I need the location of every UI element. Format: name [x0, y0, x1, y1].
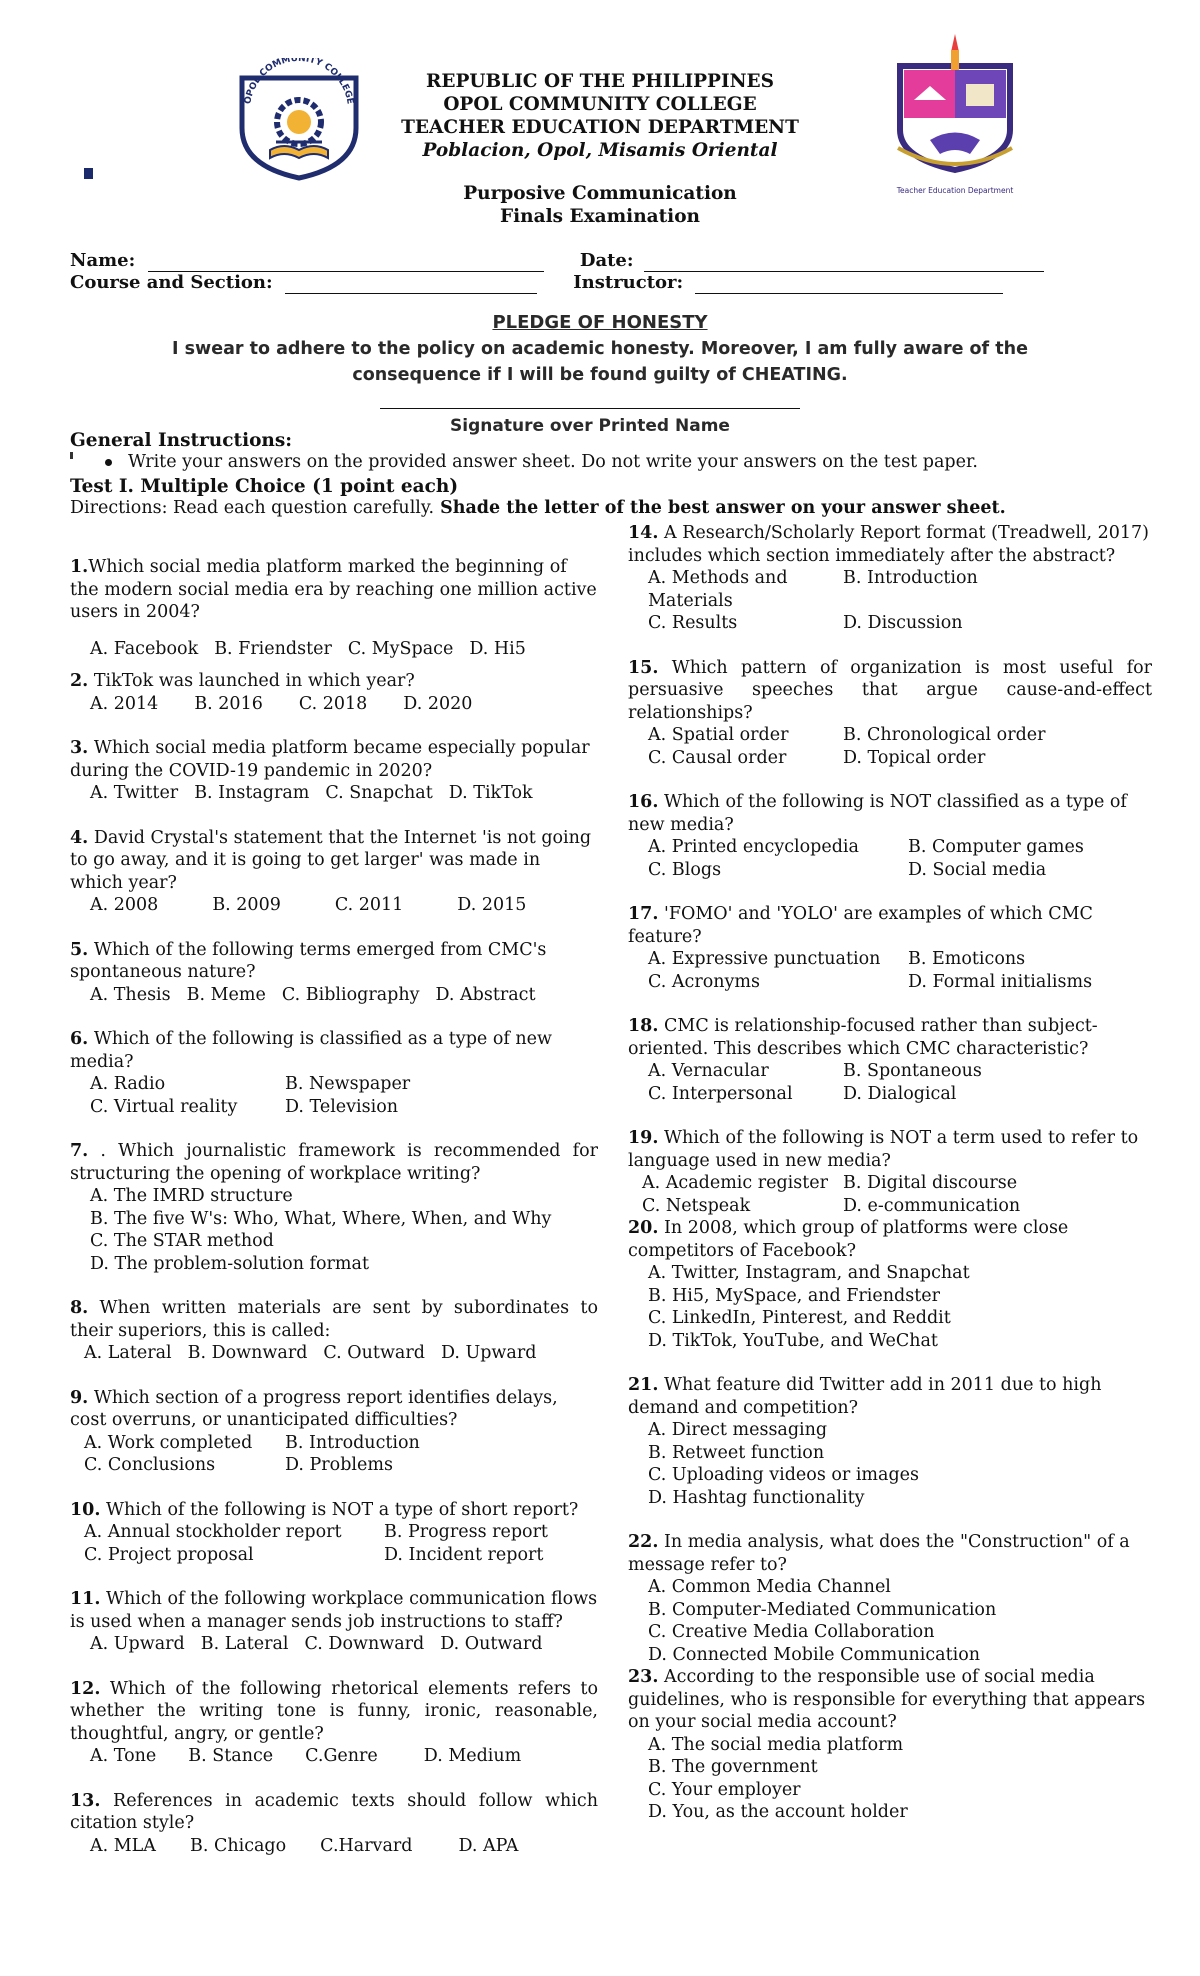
option: B. Instagram	[194, 783, 310, 803]
question-number: 6.	[70, 1029, 89, 1049]
question-number: 19.	[628, 1128, 659, 1148]
option: C. Uploading videos or images	[648, 1465, 919, 1485]
option: C. Bibliography	[281, 984, 420, 1005]
option: A. Twitter	[90, 783, 179, 803]
question-number: 13.	[70, 1790, 101, 1811]
option: A. Spatial order	[648, 725, 789, 745]
option: C. Downward	[304, 1634, 425, 1654]
option: A. Expressive punctuation	[648, 949, 881, 969]
header-department: TEACHER EDUCATION DEPARTMENT	[401, 117, 799, 138]
option: C. 2011	[334, 895, 404, 915]
question-text: Which of the following is NOT a type of short report?	[100, 1499, 579, 1520]
option: D. Problems	[285, 1455, 393, 1475]
option: D. Outward	[440, 1634, 543, 1654]
date-blank[interactable]	[644, 255, 1044, 272]
option: C. Results	[648, 613, 738, 633]
option: C. Netspeak	[642, 1195, 751, 1216]
header-address: Poblacion, Opol, Misamis Oriental	[422, 140, 778, 161]
pledge-title: PLEDGE OF HONESTY	[492, 312, 708, 333]
option: C. Acronyms	[648, 971, 760, 992]
option: D. Medium	[423, 1746, 522, 1766]
question-number: 10.	[70, 1499, 101, 1520]
question-text: Which of the following workplace communication flows is used when a manager sends job instructions to staff?	[70, 1589, 598, 1632]
college-logo-text: OPOL COMMUNITY COLLEGE	[243, 58, 355, 105]
option: C. The STAR method	[90, 1231, 274, 1251]
question-19	[628, 1127, 1152, 1217]
option: C.Genre	[305, 1746, 378, 1766]
bullet-icon	[105, 459, 112, 466]
option: B. Introduction	[285, 1432, 420, 1453]
question-text: Which of the following terms emerged from CMC's spontaneous nature?	[70, 939, 547, 982]
question-11	[70, 1588, 598, 1656]
question-text: When written materials are sent by subordinates to their superiors, this is called:	[70, 1298, 598, 1341]
option: A. Methods and Materials	[648, 568, 788, 611]
option: D. TikTok, YouTube, and WeChat	[648, 1330, 938, 1351]
option: C. Your employer	[648, 1779, 801, 1800]
question-text: What feature did Twitter add in 2011 due to high demand and competition?	[628, 1375, 1102, 1418]
question-12	[70, 1678, 598, 1768]
option: C. Blogs	[648, 859, 722, 880]
option: A. The IMRD structure	[90, 1186, 293, 1206]
directions-text: Directions: Read each question carefully.	[70, 498, 435, 518]
option: B. Hi5, MySpace, and Friendster	[648, 1285, 940, 1306]
option: C. Creative Media Collaboration	[648, 1622, 935, 1642]
question-text: Which social media platform became especially popular during the COVID-19 pandemic in 2020?	[70, 738, 590, 781]
option: C. Virtual reality	[90, 1096, 238, 1117]
option: D. The problem-solution format	[90, 1253, 369, 1274]
question-text: 'FOMO' and 'YOLO' are examples of which CMC feature?	[628, 904, 1093, 947]
question-number: 17.	[628, 904, 659, 924]
option: A. Thesis	[90, 984, 171, 1005]
test-title: Test I. Multiple Choice (1 point each)	[70, 476, 459, 497]
option: B. 2016	[194, 693, 263, 714]
option: B. Digital discourse	[843, 1173, 1018, 1193]
question-6	[70, 1028, 598, 1118]
option: A. Radio	[90, 1074, 166, 1094]
option: B. Chicago	[189, 1835, 287, 1856]
question-text: In media analysis, what does the "Construction" of a message refer to?	[628, 1532, 1130, 1575]
question-16	[628, 791, 1152, 881]
question-number: 9.	[70, 1387, 89, 1408]
question-text: References in academic texts should follow which citation style?	[70, 1790, 598, 1833]
option: C.Harvard	[320, 1835, 413, 1856]
option: D. Abstract	[435, 984, 536, 1005]
header-college: OPOL COMMUNITY COLLEGE	[443, 94, 757, 115]
general-instructions-title: General Instructions:	[70, 430, 293, 451]
question-22	[628, 1531, 1152, 1666]
pledge-of-honesty	[150, 310, 1050, 388]
option: B. Friendster	[214, 638, 332, 659]
option: C. Causal order	[648, 747, 787, 768]
option: B. Stance	[188, 1746, 274, 1766]
question-8	[70, 1297, 598, 1365]
question-text: Which of the following is classified as a type of new media?	[70, 1029, 553, 1072]
course-instructor-row	[70, 272, 1003, 294]
question-4	[70, 827, 598, 917]
question-18	[628, 1015, 1152, 1105]
name-label: Name:	[70, 250, 136, 271]
margin-mark	[84, 168, 93, 179]
question-20	[628, 1217, 1152, 1352]
option: D. Television	[285, 1096, 399, 1117]
question-text: Which pattern of organization is most useful for persuasive speeches that argue cause-and-effect relationships?	[628, 657, 1152, 723]
question-number: 5.	[70, 939, 89, 960]
course-section-label: Course and Section:	[70, 272, 273, 293]
option: D. Hi5	[469, 638, 526, 659]
directions-emphasis: Shade the letter of the best answer on your answer sheet.	[434, 498, 1006, 518]
option: B. Newspaper	[285, 1074, 411, 1094]
question-text: Which of the following is NOT a term used to refer to language used in new media?	[628, 1128, 1139, 1171]
option: A. Academic register	[642, 1173, 829, 1193]
instruction-text: Write your answers on the provided answer sheet. Do not write your answers on the test paper.	[128, 452, 978, 472]
question-number: 18.	[628, 1016, 659, 1036]
option: B. 2009	[212, 895, 281, 915]
option: A. Lateral	[84, 1343, 172, 1363]
option: A. Direct messaging	[648, 1420, 828, 1440]
instructor-label: Instructor:	[573, 272, 684, 293]
header-country: REPUBLIC OF THE PHILIPPINES	[425, 71, 774, 92]
question-text: Which of the following is NOT classified as a type of new media?	[628, 792, 1127, 835]
question-number: 15.	[628, 657, 659, 678]
question-number: 7.	[70, 1141, 89, 1161]
question-text: Which social media platform marked the beginning of the modern social media era by reaching one million active users in 2004?	[70, 557, 597, 622]
question-9	[70, 1387, 598, 1477]
option: A. MLA	[90, 1835, 156, 1856]
option: D. e-communication	[843, 1195, 1021, 1216]
question-number: 20.	[628, 1218, 659, 1238]
option: A. Printed encyclopedia	[648, 837, 859, 857]
option: A. Upward	[90, 1634, 185, 1654]
question-number: 3.	[70, 738, 89, 758]
question-17	[628, 903, 1152, 993]
question-number: 12.	[70, 1678, 101, 1699]
option: C. Outward	[323, 1343, 425, 1363]
option: B. Lateral	[200, 1634, 289, 1654]
question-number: 1.	[70, 557, 89, 577]
exam-heading	[300, 182, 900, 228]
option: B. Computer games	[908, 837, 1084, 857]
question-text: A Research/Scholarly Report format (Treadwell, 2017) includes which section immediately after the abstract?	[628, 523, 1149, 566]
option: C. Interpersonal	[648, 1083, 793, 1104]
option: A. Annual stockholder report	[84, 1522, 342, 1542]
question-number: 4.	[70, 827, 89, 848]
option: D. Upward	[440, 1343, 537, 1363]
option: D. You, as the account holder	[648, 1802, 908, 1822]
question-14	[628, 522, 1152, 635]
subject-title: Purposive Communication	[463, 183, 737, 204]
question-15	[628, 657, 1152, 770]
name-date-row	[70, 250, 1044, 272]
option: A. Tone	[90, 1746, 157, 1766]
question-number: 14.	[628, 523, 659, 543]
question-text: TikTok was launched in which year?	[88, 671, 415, 691]
option: B. Meme	[186, 984, 266, 1005]
pledge-line-2: consequence if I will be found guilty of CHEATING.	[352, 365, 848, 385]
name-blank[interactable]	[148, 255, 544, 272]
option: D. Hashtag functionality	[648, 1487, 865, 1508]
option: C. 2018	[298, 693, 368, 714]
option: A. Work completed	[84, 1432, 253, 1453]
option: C. LinkedIn, Pinterest, and Reddit	[648, 1308, 951, 1328]
signature-line[interactable]	[380, 408, 800, 409]
option: D. Connected Mobile Communication	[648, 1644, 981, 1665]
option: B. The five W's: Who, What, Where, When, and Why	[90, 1208, 552, 1229]
stray-mark	[70, 452, 73, 459]
question-text: According to the responsible use of social media guidelines, who is responsible for everything that appears on your social media account?	[628, 1667, 1146, 1732]
option: B. Introduction	[843, 568, 978, 588]
option: B. Progress report	[384, 1522, 548, 1542]
option: D. APA	[458, 1835, 519, 1856]
pledge-line-1: I swear to adhere to the policy on academic honesty. Moreover, I am fully aware of the	[172, 339, 1028, 359]
question-7	[70, 1140, 598, 1275]
question-number: 11.	[70, 1589, 101, 1609]
option: D. Formal initialisms	[908, 971, 1093, 992]
instruction-bullet	[105, 452, 978, 472]
option: B. Chronological order	[843, 725, 1046, 745]
signature-caption: Signature over Printed Name	[450, 416, 730, 436]
question-text: David Crystal's statement that the Internet 'is not going to go away, and it is going to get larger' was made in which year?	[70, 827, 592, 893]
question-5	[70, 939, 598, 1007]
question-text: Which of the following rhetorical elements refers to whether the writing tone is funny, ironic, reasonable, thoughtful, angry, or gentle?	[70, 1678, 598, 1744]
option: B. Computer-Mediated Communication	[648, 1599, 997, 1620]
questions-right-column	[628, 522, 1152, 1846]
option: D. Dialogical	[843, 1083, 957, 1104]
directions	[70, 498, 1006, 518]
option: A. The social media platform	[648, 1734, 904, 1755]
question-text: Which section of a progress report identifies delays, cost overruns, or unanticipated difficulties?	[70, 1387, 558, 1430]
option: B. Emoticons	[908, 949, 1026, 969]
question-text: . Which journalistic framework is recommended for structuring the opening of workplace writing?	[70, 1141, 598, 1184]
question-23	[628, 1666, 1152, 1824]
option: A. Vernacular	[648, 1061, 769, 1081]
exam-title: Finals Examination	[499, 206, 700, 227]
question-3	[70, 737, 598, 805]
option: B. Retweet function	[648, 1442, 825, 1463]
option: D. Discussion	[843, 613, 963, 633]
question-number: 22.	[628, 1532, 659, 1552]
question-10	[70, 1499, 598, 1567]
institution-header	[300, 70, 900, 162]
option: C. MySpace	[347, 638, 454, 659]
option: C. Project proposal	[84, 1544, 254, 1565]
option: C. Conclusions	[84, 1455, 216, 1475]
option: A. 2008	[90, 895, 159, 915]
option: A. 2014	[90, 693, 159, 714]
option: B. Downward	[187, 1343, 308, 1363]
course-section-blank[interactable]	[285, 277, 537, 294]
question-13	[70, 1790, 598, 1858]
question-number: 8.	[70, 1298, 89, 1318]
date-label: Date:	[579, 250, 634, 271]
question-2	[70, 670, 598, 715]
question-number: 16.	[628, 792, 659, 812]
question-text: In 2008, which group of platforms were close competitors of Facebook?	[628, 1218, 1069, 1261]
option: C. Snapchat	[325, 783, 433, 803]
option: D. Topical order	[843, 747, 986, 768]
option: A. Twitter, Instagram, and Snapchat	[648, 1263, 970, 1283]
option: A. Common Media Channel	[648, 1577, 891, 1597]
option: D. 2020	[403, 693, 473, 714]
question-number: 21.	[628, 1375, 659, 1395]
department-logo-caption: Teacher Education Department	[896, 186, 1014, 195]
question-number: 2.	[70, 671, 89, 691]
option: D. Social media	[908, 859, 1047, 880]
instructor-blank[interactable]	[695, 277, 1003, 294]
option: D. TikTok	[448, 783, 533, 803]
questions-left-column	[70, 556, 598, 1879]
question-text: CMC is relationship-focused rather than subject-oriented. This describes which CMC characteristic?	[628, 1016, 1098, 1059]
question-number: 23.	[628, 1667, 659, 1687]
department-logo	[880, 30, 1030, 205]
option: B. The government	[648, 1757, 818, 1777]
option: B. Spontaneous	[843, 1061, 982, 1081]
question-1	[70, 556, 598, 660]
option: D. 2015	[457, 895, 527, 915]
option: D. Incident report	[384, 1544, 544, 1565]
option: A. Facebook	[90, 638, 199, 659]
question-21	[628, 1374, 1152, 1509]
